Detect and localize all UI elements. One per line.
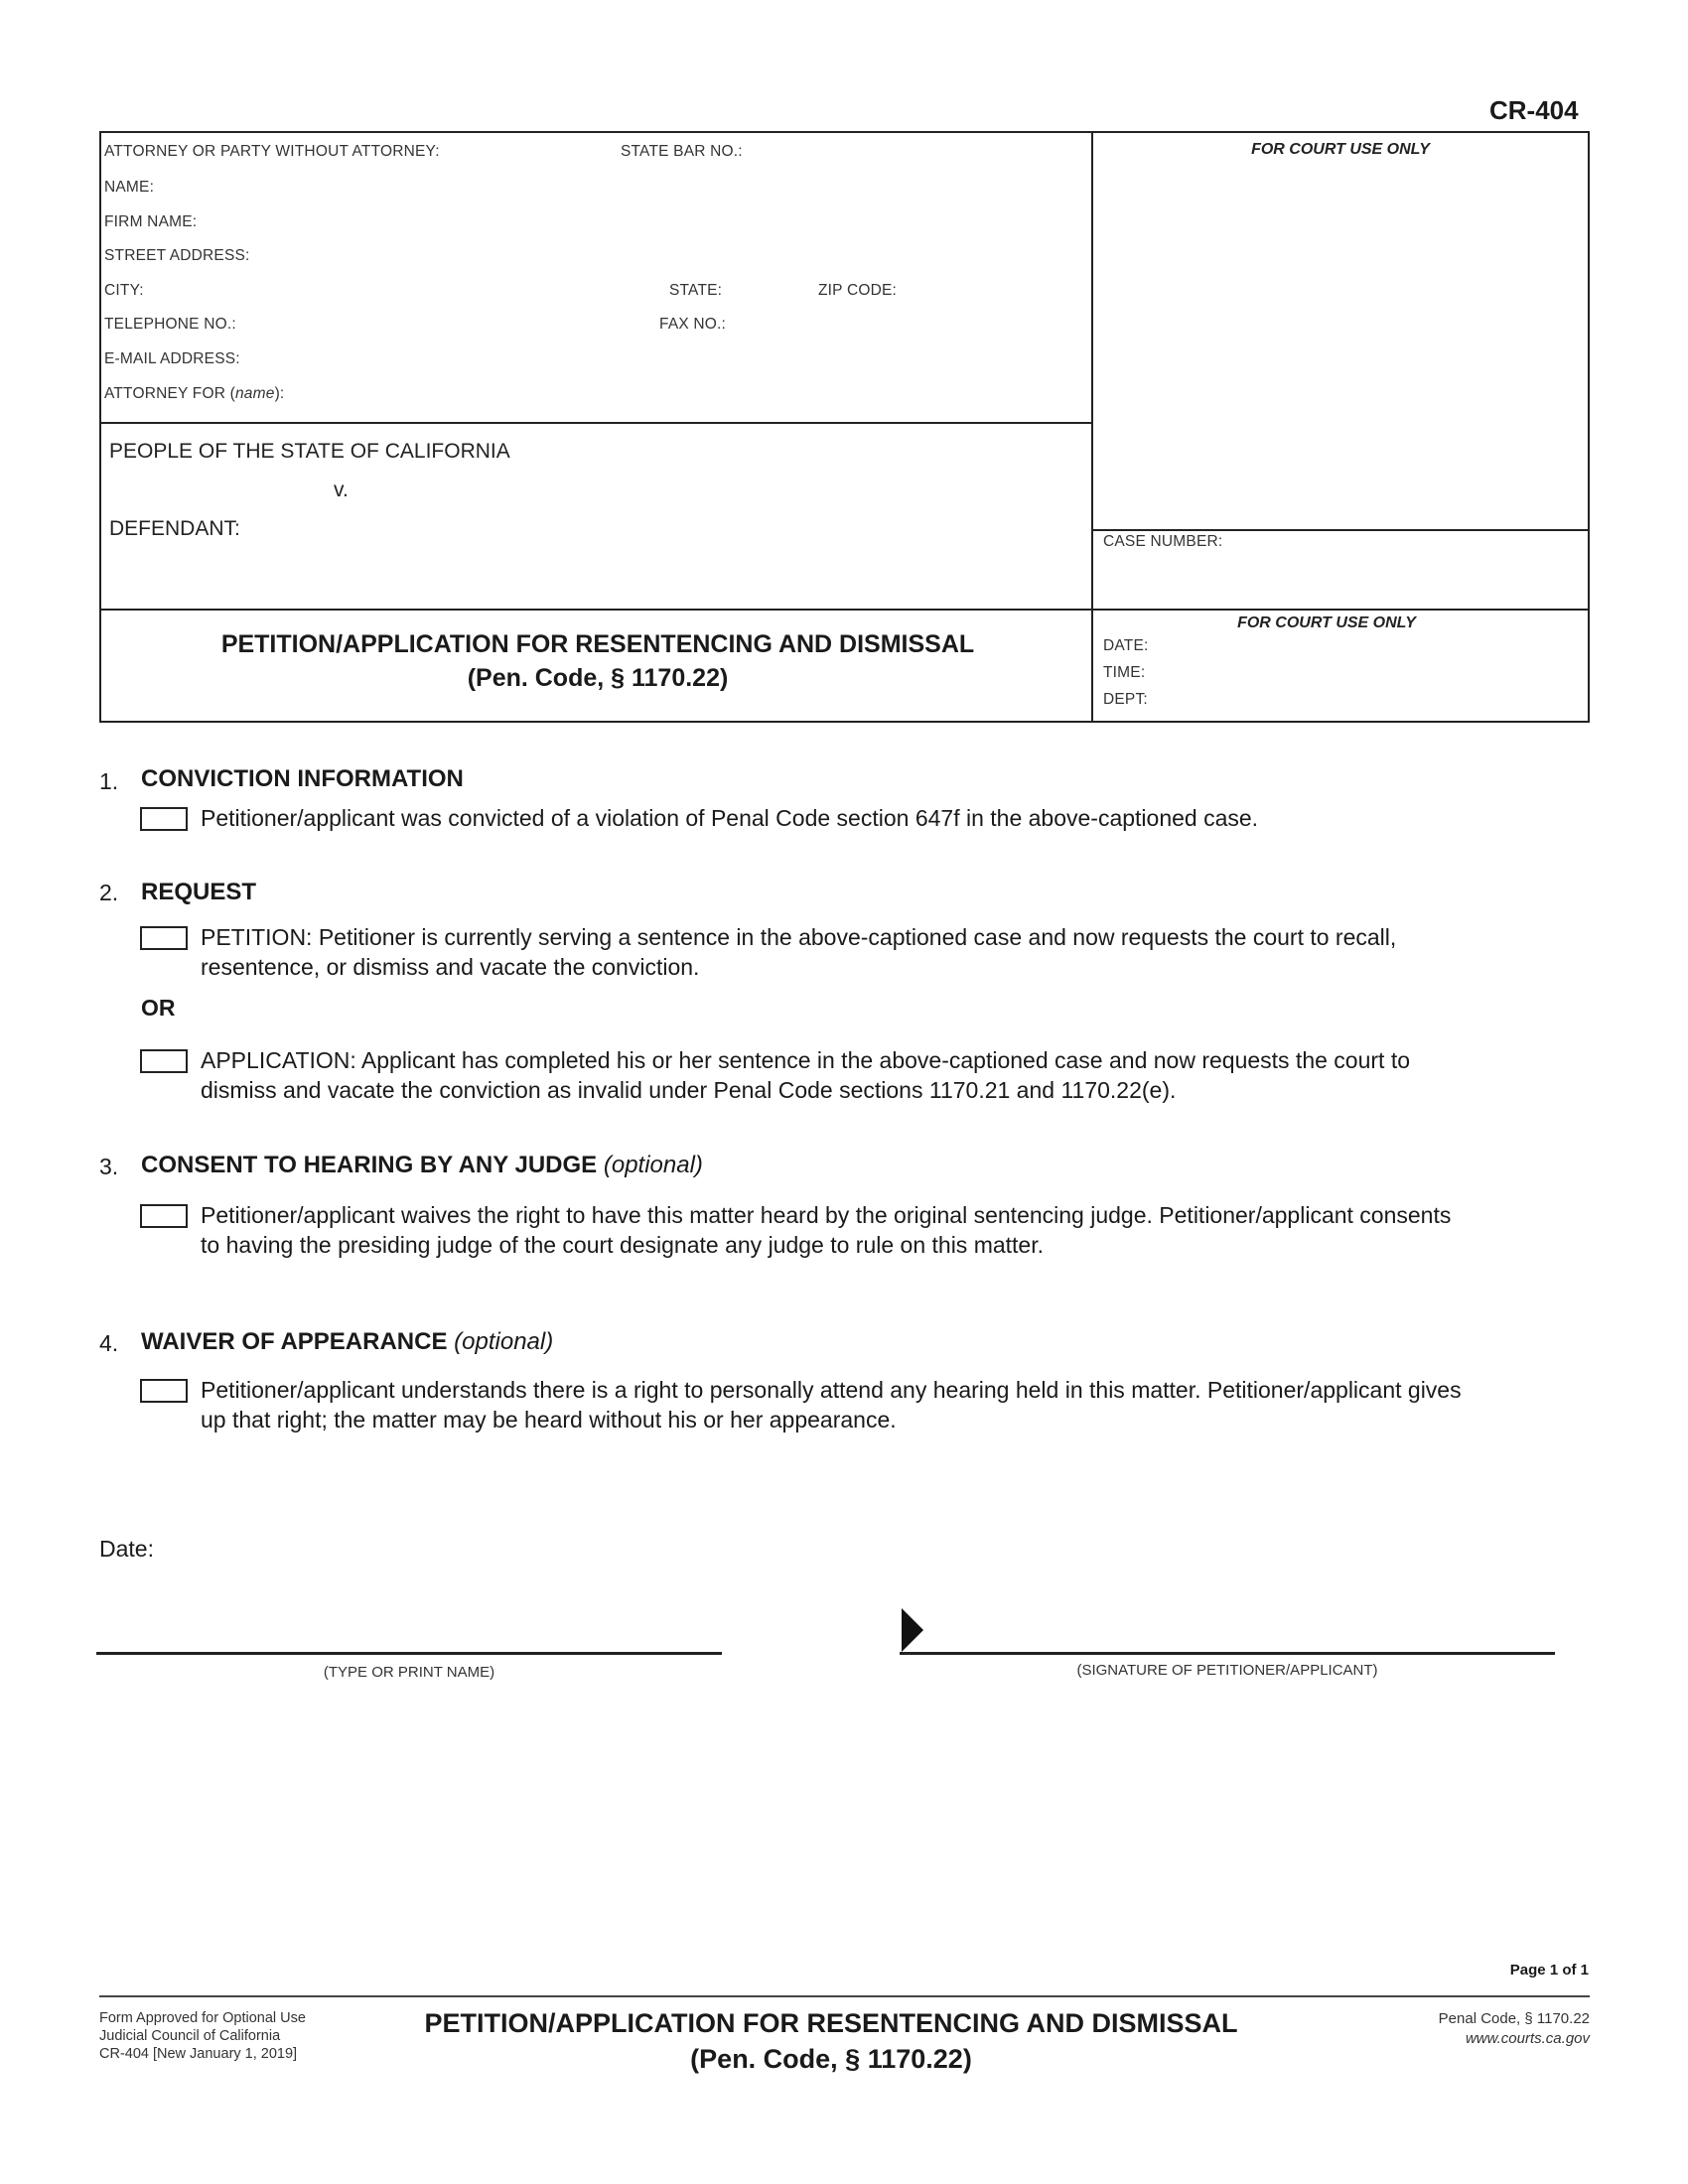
email-label: E-MAIL ADDRESS:	[104, 350, 240, 367]
people-label: PEOPLE OF THE STATE OF CALIFORNIA	[109, 440, 510, 463]
attorney-for-prefix: ATTORNEY FOR (	[104, 385, 235, 402]
section-3-optional: (optional)	[603, 1152, 703, 1178]
footer-left-line-3: CR-404 [New January 1, 2019]	[99, 2046, 298, 2062]
name-label: NAME:	[104, 179, 155, 196]
section-1-number: 1.	[99, 768, 119, 794]
hearing-court-use-label: FOR COURT USE ONLY	[1237, 614, 1416, 631]
section-1-heading: CONVICTION INFORMATION	[141, 765, 464, 792]
section-2-heading: REQUEST	[141, 879, 257, 905]
street-address-label: STREET ADDRESS:	[104, 247, 250, 264]
footer-title: PETITION/APPLICATION FOR RESENTENCING AND DISMISSAL	[424, 2008, 1238, 2038]
application-text-line-1: APPLICATION: Applicant has completed his or her sentence in the above-captioned case and now requests the court to	[201, 1047, 1411, 1073]
attorney-info-box	[99, 131, 1092, 424]
state-label: STATE:	[669, 282, 723, 299]
petition-checkbox[interactable]	[140, 926, 188, 950]
application-checkbox[interactable]	[140, 1049, 188, 1073]
signature-caption: (SIGNATURE OF PETITIONER/APPLICANT)	[1076, 1662, 1378, 1679]
attorney-for-suffix: ):	[274, 385, 285, 402]
section-3-heading	[141, 1152, 703, 1179]
section-3-heading-text: CONSENT TO HEARING BY ANY JUDGE	[141, 1152, 598, 1178]
signature-line[interactable]	[900, 1652, 1555, 1655]
attorney-for-label	[104, 385, 284, 403]
section-4-heading-text: WAIVER OF APPEARANCE	[141, 1328, 448, 1355]
application-text-line-2: dismiss and vacate the conviction as invalid under Penal Code sections 1170.21 and 1170.22(e).	[201, 1077, 1177, 1103]
petition-text-line-2: resentence, or dismiss and vacate the conviction.	[201, 954, 700, 980]
zip-code-label: ZIP CODE:	[818, 282, 898, 299]
date-label: Date:	[99, 1536, 154, 1562]
footer-left-line-1: Form Approved for Optional Use	[99, 2010, 306, 2026]
hearing-info-box	[1091, 609, 1590, 723]
form-title: PETITION/APPLICATION FOR RESENTENCING AND DISMISSAL	[220, 630, 975, 658]
state-bar-label: STATE BAR NO.:	[621, 143, 743, 160]
attorney-party-label: ATTORNEY OR PARTY WITHOUT ATTORNEY:	[104, 143, 440, 160]
waiver-checkbox[interactable]	[140, 1379, 188, 1403]
form-title-code: (Pen. Code, § 1170.22)	[467, 664, 729, 692]
section-4-heading	[141, 1328, 553, 1356]
court-use-box	[1091, 131, 1590, 531]
footer-title-code: (Pen. Code, § 1170.22)	[690, 2044, 972, 2074]
signature-arrow-icon	[902, 1608, 923, 1652]
fax-label: FAX NO.:	[659, 316, 727, 333]
city-label: CITY:	[104, 282, 144, 299]
form-id: CR-404	[1489, 95, 1579, 125]
conviction-checkbox[interactable]	[140, 807, 188, 831]
or-label: OR	[141, 995, 176, 1021]
conviction-text: Petitioner/applicant was convicted of a violation of Penal Code section 647f in the above-captioned case.	[201, 805, 1259, 831]
footer-left-line-2: Judicial Council of California	[99, 2028, 281, 2044]
waiver-text-line-1: Petitioner/applicant understands there is a right to personally attend any hearing held in this matter. Petitioner/applicant gives	[201, 1377, 1462, 1403]
footer-right-code: Penal Code, § 1170.22	[1438, 2010, 1590, 2027]
firm-name-label: FIRM NAME:	[104, 213, 198, 230]
telephone-label: TELEPHONE NO.:	[104, 316, 236, 333]
hearing-date-label: DATE:	[1103, 637, 1149, 654]
attorney-for-name-hint: name	[234, 385, 275, 402]
defendant-label: DEFENDANT:	[109, 517, 240, 540]
section-4-number: 4.	[99, 1330, 119, 1356]
hearing-time-label: TIME:	[1103, 664, 1146, 681]
print-name-line[interactable]	[96, 1652, 722, 1655]
print-name-caption: (TYPE OR PRINT NAME)	[323, 1664, 495, 1681]
consent-text-line-1: Petitioner/applicant waives the right to have this matter heard by the original sentencing judge. Petitioner/applicant consents	[201, 1202, 1452, 1228]
section-2-number: 2.	[99, 880, 119, 905]
waiver-text-line-2: up that right; the matter may be heard without his or her appearance.	[201, 1407, 897, 1433]
footer-right-url[interactable]: www.courts.ca.gov	[1465, 2030, 1590, 2047]
hearing-dept-label: DEPT:	[1103, 691, 1148, 708]
court-use-label: FOR COURT USE ONLY	[1251, 141, 1430, 158]
case-number-box	[1091, 529, 1590, 611]
page-number: Page 1 of 1	[1509, 1962, 1589, 1979]
form-title-box	[99, 609, 1093, 723]
section-4-optional: (optional)	[454, 1328, 554, 1355]
versus-label: v.	[334, 478, 349, 501]
footer-divider	[99, 1995, 1590, 1997]
consent-checkbox[interactable]	[140, 1204, 188, 1228]
petition-text-line-1: PETITION: Petitioner is currently serving a sentence in the above-captioned case and now requests the court to recall,	[201, 924, 1397, 950]
case-number-label: CASE NUMBER:	[1103, 533, 1223, 550]
case-caption-box	[99, 422, 1093, 611]
consent-text-line-2: to having the presiding judge of the court designate any judge to rule on this matter.	[201, 1232, 1045, 1258]
section-3-number: 3.	[99, 1154, 119, 1179]
